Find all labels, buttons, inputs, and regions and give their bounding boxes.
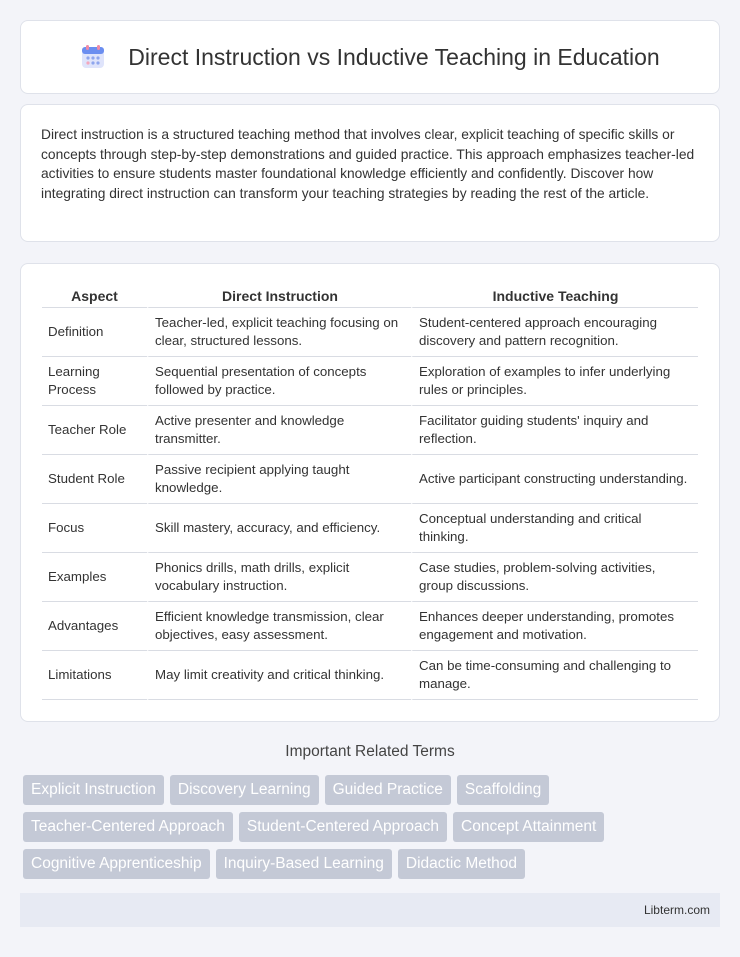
direct-instruction-cell: Phonics drills, math drills, explicit vocabulary instruction.	[147, 553, 411, 602]
tag-scaffolding[interactable]: Scaffolding	[457, 775, 549, 805]
tag-concept-attainment[interactable]: Concept Attainment	[453, 812, 604, 842]
intro-card	[20, 104, 720, 242]
comparison-table-card	[20, 263, 720, 722]
intro-text: Direct instruction is a structured teaching method that involves clear, explicit teaching of specific skills or concepts through step-by-step demonstrations and guided practice. This approach emphasizes teacher-led activities to ensure students master foundational knowledge efficiently and confidently. Discover how integrating direct instruction can transform your teaching strategies by reading the rest of the article.	[41, 127, 695, 201]
inductive-teaching-cell: Facilitator guiding students' inquiry and reflection.	[411, 406, 698, 455]
tag-didactic-method[interactable]: Didactic Method	[398, 849, 525, 879]
aspect-cell: Advantages	[42, 602, 147, 651]
comparison-table	[42, 284, 698, 700]
direct-instruction-cell: May limit creativity and critical thinking.	[147, 651, 411, 700]
calendar-grid-icon	[80, 44, 106, 70]
table-row	[42, 504, 698, 553]
direct-instruction-cell: Active presenter and knowledge transmitter.	[147, 406, 411, 455]
table-row	[42, 553, 698, 602]
inductive-teaching-cell: Exploration of examples to infer underlying rules or principles.	[411, 357, 698, 406]
table-row	[42, 602, 698, 651]
table-row	[42, 357, 698, 406]
direct-instruction-cell: Teacher-led, explicit teaching focusing on clear, structured lessons.	[147, 308, 411, 357]
table-row	[42, 406, 698, 455]
tag-explicit-instruction[interactable]: Explicit Instruction	[23, 775, 164, 805]
tag-guided-practice[interactable]: Guided Practice	[325, 775, 451, 805]
tag-cognitive-apprenticeship[interactable]: Cognitive Apprenticeship	[23, 849, 210, 879]
direct-instruction-cell: Sequential presentation of concepts followed by practice.	[147, 357, 411, 406]
inductive-teaching-cell: Can be time-consuming and challenging to manage.	[411, 651, 698, 700]
aspect-cell: Student Role	[42, 455, 147, 504]
table-row	[42, 455, 698, 504]
related-terms-tags	[23, 775, 723, 886]
aspect-cell: Limitations	[42, 651, 147, 700]
footer	[20, 893, 720, 927]
aspect-cell: Learning Process	[42, 357, 147, 406]
table-header-row	[42, 284, 698, 308]
tag-row	[23, 775, 723, 805]
direct-instruction-cell: Efficient knowledge transmission, clear objectives, easy assessment.	[147, 602, 411, 651]
page-title: Direct Instruction vs Inductive Teaching in Education	[128, 43, 660, 70]
tag-student-centered-approach[interactable]: Student-Centered Approach	[239, 812, 447, 842]
aspect-cell: Teacher Role	[42, 406, 147, 455]
related-terms-title: Important Related Terms	[285, 743, 455, 760]
column-header-aspect: Aspect	[42, 284, 147, 308]
inductive-teaching-cell: Case studies, problem-solving activities, group discussions.	[411, 553, 698, 602]
aspect-cell: Focus	[42, 504, 147, 553]
direct-instruction-cell: Skill mastery, accuracy, and efficiency.	[147, 504, 411, 553]
inductive-teaching-cell: Conceptual understanding and critical thinking.	[411, 504, 698, 553]
tag-row	[23, 812, 723, 842]
inductive-teaching-cell: Student-centered approach encouraging discovery and pattern recognition.	[411, 308, 698, 357]
inductive-teaching-cell: Active participant constructing understanding.	[411, 455, 698, 504]
table-row	[42, 308, 698, 357]
tag-discovery-learning[interactable]: Discovery Learning	[170, 775, 319, 805]
tag-inquiry-based-learning[interactable]: Inquiry-Based Learning	[216, 849, 392, 879]
tag-teacher-centered-approach[interactable]: Teacher-Centered Approach	[23, 812, 233, 842]
header-card	[20, 20, 720, 94]
column-header-direct-instruction: Direct Instruction	[147, 284, 411, 308]
aspect-cell: Examples	[42, 553, 147, 602]
footer-site-link[interactable]: Libterm.com	[643, 903, 710, 917]
table-row	[42, 651, 698, 700]
tag-row	[23, 849, 723, 879]
direct-instruction-cell: Passive recipient applying taught knowledge.	[147, 455, 411, 504]
aspect-cell: Definition	[42, 308, 147, 357]
inductive-teaching-cell: Enhances deeper understanding, promotes engagement and motivation.	[411, 602, 698, 651]
column-header-inductive-teaching: Inductive Teaching	[411, 284, 698, 308]
